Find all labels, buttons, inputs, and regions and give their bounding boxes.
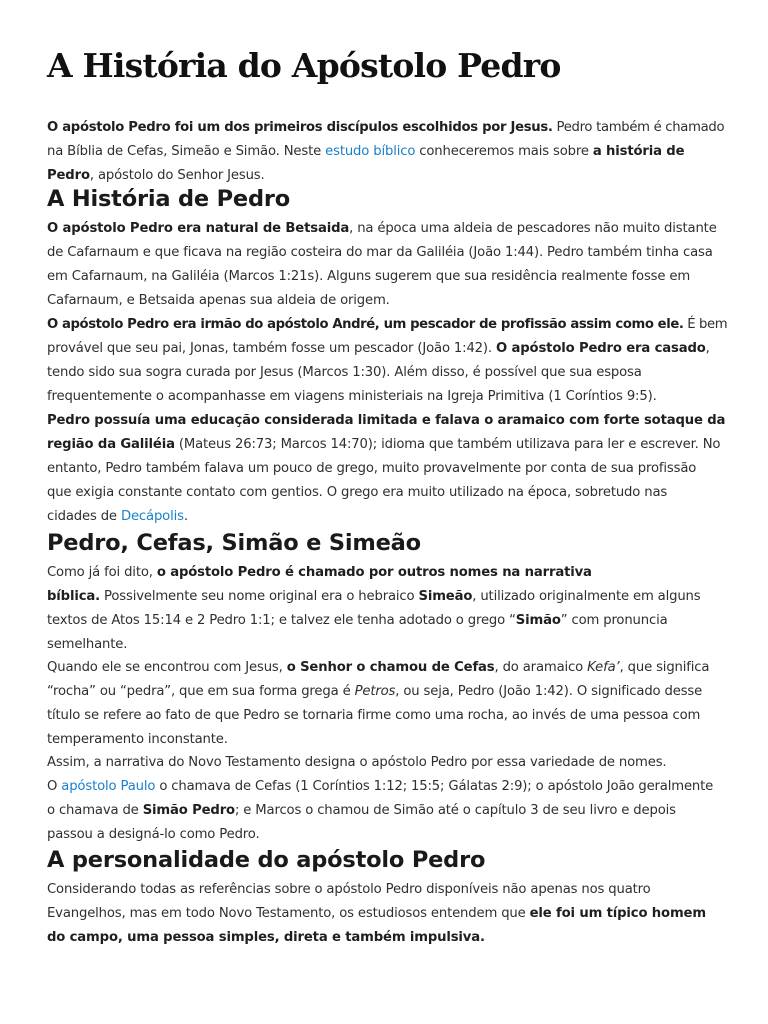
- text-span: , que significa: [619, 660, 710, 675]
- italic-text: Kefa’: [587, 660, 620, 675]
- text-line: [47, 656, 709, 680]
- bold-text: Pedro possuía uma educação considerada limitada e falava o aramaico com forte sotaque da: [47, 413, 726, 428]
- text-line: [47, 217, 717, 241]
- text-line: frequentemente o acompanhasse em viagens ministeriais na Igreja Primitiva (1 Coríntios 9:5).: [47, 389, 657, 404]
- section2-paragraph-1: [47, 561, 700, 657]
- bold-text: do campo, uma pessoa simples, direta e também impulsiva.: [47, 930, 485, 945]
- estudo-biblico-link[interactable]: estudo bíblico: [325, 144, 416, 159]
- text-line: passou a designá-lo como Pedro.: [47, 827, 260, 842]
- text-span: , apóstolo do Senhor Jesus.: [89, 168, 265, 183]
- text-line: [47, 140, 724, 164]
- italic-text: Petros: [354, 684, 396, 699]
- bold-text: O apóstolo Pedro foi um dos primeiros discípulos escolhidos por Jesus.: [47, 120, 553, 135]
- text-span: o chamava de: [47, 803, 143, 818]
- text-line: [47, 433, 725, 457]
- text-span: ,: [705, 341, 710, 356]
- text-line: [47, 926, 706, 950]
- bold-text: o apóstolo Pedro é chamado por outros nomes na narrativa: [156, 565, 592, 580]
- text-span: ” com pronuncia: [560, 613, 668, 628]
- text-span: (Mateus 26:73; Marcos 14:70); idioma que também utilizava para ler e escrever. No: [174, 437, 721, 452]
- text-line: Assim, a narrativa do Novo Testamento designa o apóstolo Pedro por essa variedade de nomes.: [47, 755, 667, 770]
- section1-paragraph-3: [47, 409, 725, 529]
- bold-text: O apóstolo Pedro era irmão do apóstolo André, um pescador de profissão assim como ele.: [47, 317, 684, 332]
- bold-text: Simão: [515, 613, 561, 628]
- bold-text: ele foi um típico homem: [529, 906, 706, 921]
- text-span: Pedro também é chamado: [552, 120, 725, 135]
- text-line: [47, 609, 700, 633]
- text-span: É bem: [683, 317, 728, 332]
- text-span: cidades de: [47, 509, 121, 524]
- text-span: Quando ele se encontrou com Jesus,: [47, 660, 287, 675]
- text-span: Evangelhos, mas em todo Novo Testamento, os estudiosos entendem que: [47, 906, 530, 921]
- text-line: [47, 585, 700, 609]
- text-span: , ou seja, Pedro (João 1:42). O significado desse: [395, 684, 703, 699]
- text-line: semelhante.: [47, 637, 128, 652]
- text-line: [47, 164, 724, 188]
- decapolis-link[interactable]: Decápolis: [120, 509, 184, 524]
- text-span: “rocha” ou “pedra”, que em sua forma grega é: [47, 684, 355, 699]
- text-span: provável que seu pai, Jonas, também fosse um pescador (João 1:42).: [47, 341, 497, 356]
- text-span: Como já foi dito,: [47, 565, 157, 580]
- text-line: [47, 680, 709, 704]
- bold-text: Simão Pedro: [142, 803, 235, 818]
- text-line: [47, 561, 700, 585]
- text-line: que exigia constante contato com gentios. O grego era muito utilizado na época, sobretudo nas: [47, 485, 668, 500]
- apostolo-paulo-link[interactable]: apóstolo Paulo: [61, 779, 156, 794]
- text-line: entanto, Pedro também falava um pouco de grego, muito provavelmente por conta de sua profissão: [47, 461, 697, 476]
- text-span: O: [47, 779, 62, 794]
- text-line: Cafarnaum, e Betsaida apenas sua aldeia de origem.: [47, 293, 390, 308]
- text-span: na Bíblia de Cefas, Simeão e Simão. Neste: [47, 144, 326, 159]
- section1-paragraph-1: [47, 217, 717, 313]
- text-line: [47, 313, 727, 337]
- section2-paragraph-3: [47, 751, 713, 847]
- bold-text: bíblica.: [47, 589, 100, 604]
- text-span: , do aramaico: [494, 660, 588, 675]
- text-line: em Cafarnaum, na Galiléia (Marcos 1:21s). Alguns sugerem que sua residência realmente fosse em: [47, 269, 691, 284]
- text-line: [47, 337, 727, 361]
- text-span: , na época uma aldeia de pescadores não muito distante: [349, 221, 717, 236]
- text-line: tendo sido sua sogra curada por Jesus (Marcos 1:30). Além disso, é possível que sua esposa: [47, 365, 642, 380]
- text-line: [47, 409, 725, 433]
- text-line: de Cafarnaum e que ficava na região costeira do mar da Galiléia (João 1:44). Pedro também tinha casa: [47, 245, 713, 260]
- text-line: [47, 775, 713, 799]
- section2-paragraph-2: [47, 656, 709, 752]
- text-span: Possivelmente seu nome original era o hebraico: [99, 589, 419, 604]
- bold-text: o Senhor o chamou de Cefas: [286, 660, 495, 675]
- page-title: A História do Apóstolo Pedro: [47, 46, 561, 85]
- text-line: título se refere ao fato de que Pedro se tornaria firme como uma rocha, ao invés de uma pessoa com: [47, 708, 701, 723]
- text-span: o chamava de Cefas (1 Coríntios 1:12; 15:5; Gálatas 2:9); o apóstolo João geralmente: [155, 779, 714, 794]
- text-line: [47, 799, 713, 823]
- section-heading-nomes: Pedro, Cefas, Simão e Simeão: [47, 530, 421, 556]
- text-line: [47, 902, 706, 926]
- bold-text: a história de: [592, 144, 685, 159]
- text-span: ; e Marcos o chamou de Simão até o capítulo 3 de seu livro e depois: [234, 803, 676, 818]
- bold-text: região da Galiléia: [47, 437, 175, 452]
- text-line: [47, 505, 725, 529]
- bold-text: O apóstolo Pedro era natural de Betsaida: [47, 221, 350, 236]
- text-line: Considerando todas as referências sobre o apóstolo Pedro disponíveis não apenas nos quatro: [47, 882, 651, 897]
- text-span: textos de Atos 15:14 e 2 Pedro 1:1; e talvez ele tenha adotado o grego “: [47, 613, 516, 628]
- intro-paragraph: [47, 116, 724, 188]
- text-line: temperamento inconstante.: [47, 732, 228, 747]
- section-heading-personalidade: A personalidade do apóstolo Pedro: [47, 847, 486, 873]
- section-heading-historia: A História de Pedro: [47, 186, 291, 212]
- bold-text: O apóstolo Pedro era casado: [496, 341, 706, 356]
- section3-paragraph-1: [47, 878, 706, 950]
- text-span: .: [183, 509, 188, 524]
- section1-paragraph-2: [47, 313, 727, 409]
- bold-text: Simeão: [418, 589, 473, 604]
- bold-text: Pedro: [47, 168, 90, 183]
- text-span: , utilizado originalmente em alguns: [472, 589, 701, 604]
- text-line: [47, 116, 724, 140]
- text-span: conheceremos mais sobre: [415, 144, 593, 159]
